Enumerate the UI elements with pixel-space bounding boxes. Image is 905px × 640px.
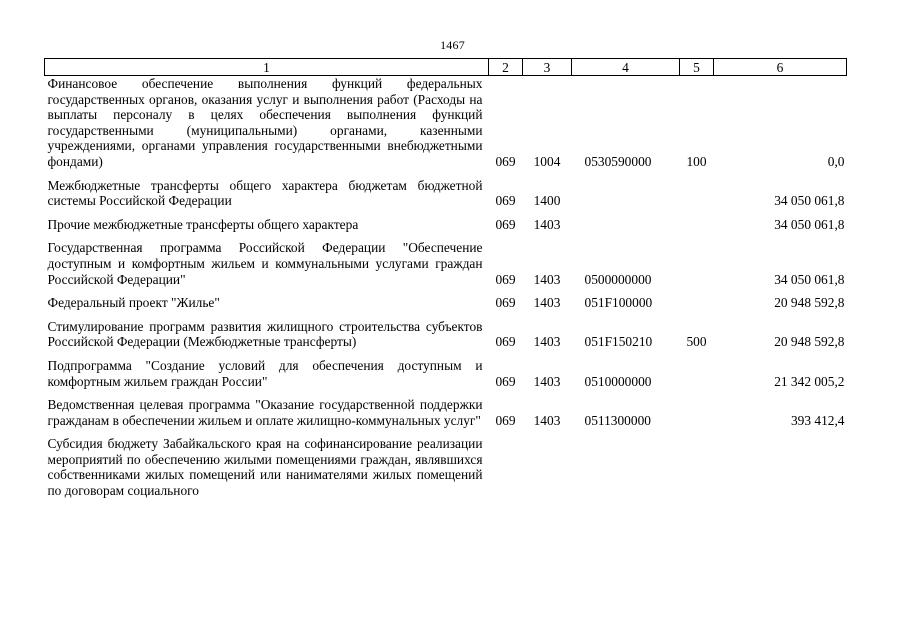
row-amount: 34 050 061,8 — [774, 193, 845, 209]
row-amount: 21 342 005,2 — [774, 373, 845, 389]
row-rz: 1400 — [533, 193, 561, 209]
row-name: Стимулирование программ развития жилищного строительства субъектов Российской Федерации (Межбюджетные трансферты) — [47, 318, 483, 350]
row-name: Подпрограмма "Создание условий для обеспечения доступным и комфортным жильем граждан России" — [47, 357, 483, 389]
row-name: Прочие межбюджетные трансферты общего характера — [47, 216, 359, 232]
row-name: Субсидия бюджету Забайкальского края на софинансирование реализации мероприятий по обеспечению жилыми помещениями граждан, являвшихся собственниками жилых помещений или нанимателями жилых помещений по договорам социального — [47, 436, 483, 499]
row-gr: 069 — [495, 271, 516, 287]
row-vr — [680, 178, 714, 209]
row-amount — [714, 436, 847, 498]
row-gr: 069 — [495, 193, 516, 209]
row-csr: 0510000000 — [584, 373, 652, 389]
row-name: Государственная программа Российской Федерации "Обеспечение доступным и комфортным жильем и коммунальными услугами граждан Российской Федерации" — [47, 240, 483, 287]
table-header-row — [45, 59, 847, 76]
row-vr: 500 — [686, 334, 707, 350]
column-header-4: 4 — [572, 59, 680, 76]
row-csr — [572, 217, 680, 233]
row-amount: 34 050 061,8 — [774, 271, 845, 287]
row-vr — [680, 217, 714, 233]
row-csr: 0500000000 — [584, 271, 652, 287]
row-csr — [572, 178, 680, 209]
table-row — [45, 295, 847, 311]
row-csr — [572, 436, 680, 498]
table-row — [45, 217, 847, 233]
column-header-3: 3 — [523, 59, 572, 76]
row-csr: 0511300000 — [584, 412, 651, 428]
row-amount: 20 948 592,8 — [774, 295, 845, 311]
table-row — [45, 240, 847, 287]
table-row — [45, 436, 847, 498]
row-rz: 1403 — [533, 412, 561, 428]
row-gr: 069 — [495, 412, 516, 428]
row-gr — [489, 436, 523, 498]
row-vr — [680, 240, 714, 287]
row-csr: 051F100000 — [584, 295, 653, 311]
row-amount: 0,0 — [827, 153, 845, 169]
row-gr: 069 — [495, 373, 516, 389]
row-rz — [523, 436, 572, 498]
row-rz: 1403 — [533, 295, 561, 311]
row-rz: 1403 — [533, 334, 561, 350]
row-rz: 1403 — [533, 216, 561, 232]
table-row — [45, 358, 847, 389]
row-name: Финансовое обеспечение выполнения функций федеральных государственных органов, оказания услуг и выполнения работ (Расходы на выплаты персоналу в целях обеспечения выполнения функций государственными (муниципальными) органами, казенными учреждениями, органами управления государственными внебюджетными фондами) — [47, 76, 483, 169]
row-gr: 069 — [495, 216, 516, 232]
budget-table — [44, 58, 847, 499]
column-header-6: 6 — [714, 59, 847, 76]
row-gr: 069 — [495, 295, 516, 311]
row-vr — [680, 295, 714, 311]
row-rz: 1403 — [533, 373, 561, 389]
column-header-5: 5 — [680, 59, 714, 76]
row-gr: 069 — [495, 153, 516, 169]
row-vr: 100 — [686, 153, 707, 169]
page-number: 1467 — [440, 38, 465, 52]
table-row — [45, 76, 847, 170]
row-amount: 20 948 592,8 — [774, 334, 845, 350]
row-name: Межбюджетные трансферты общего характера бюджетам бюджетной системы Российской Федерации — [47, 177, 483, 209]
row-rz: 1004 — [533, 153, 561, 169]
row-gr: 069 — [495, 334, 516, 350]
row-amount: 393 412,4 — [790, 412, 845, 428]
column-header-1: 1 — [45, 59, 489, 76]
column-header-2: 2 — [489, 59, 523, 76]
row-amount: 34 050 061,8 — [774, 216, 845, 232]
row-name: Ведомственная целевая программа "Оказание государственной поддержки гражданам в обеспечении жильем и оплате жилищно-коммунальных услуг" — [47, 397, 483, 428]
row-vr — [680, 436, 714, 498]
row-name: Федеральный проект "Жилье" — [47, 295, 220, 311]
row-csr: 051F150210 — [584, 334, 653, 350]
row-rz: 1403 — [533, 271, 561, 287]
row-csr: 0530590000 — [584, 153, 652, 169]
table-row — [45, 397, 847, 428]
row-vr — [680, 358, 714, 389]
row-vr — [680, 397, 714, 428]
table-row — [45, 178, 847, 209]
table-row — [45, 319, 847, 350]
